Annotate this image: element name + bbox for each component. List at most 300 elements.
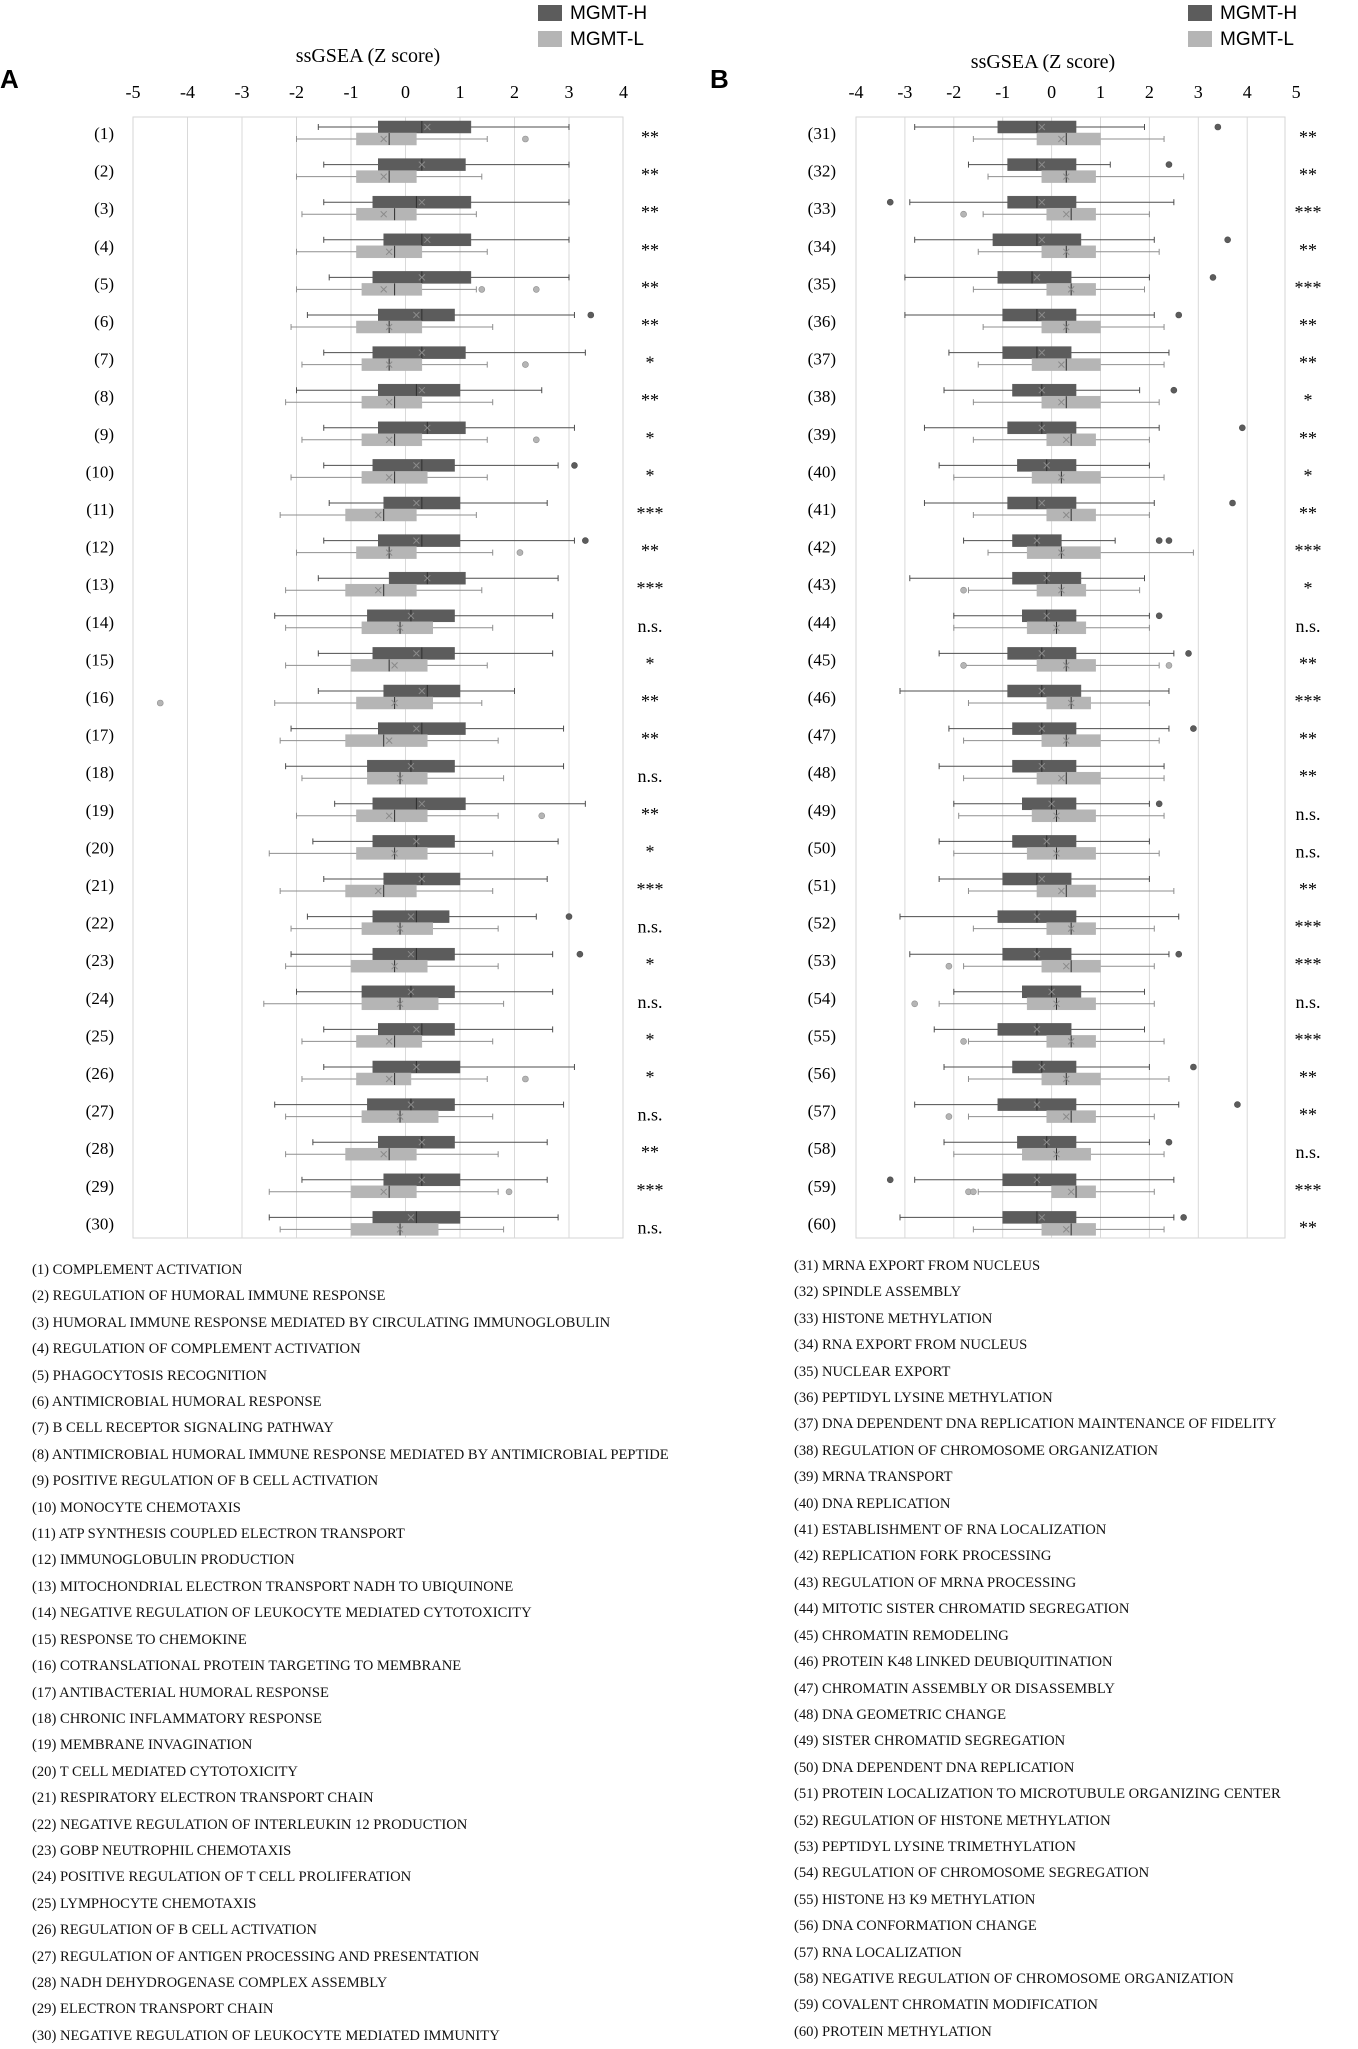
definition-item: (22) NEGATIVE REGULATION OF INTERLEUKIN 12 PRODUCTION (32, 1816, 468, 1833)
significance-marker: * (1303, 465, 1313, 486)
definition-item: (32) SPINDLE ASSEMBLY (794, 1284, 962, 1301)
definition-item: (60) PROTEIN METHYLATION (794, 2023, 992, 2040)
definition-item: (20) T CELL MEDIATED CYTOTOXICITY (32, 1763, 298, 1780)
definition-item: (41) ESTABLISHMENT OF RNA LOCALIZATION (794, 1522, 1107, 1539)
x-tick-label: -4 (848, 82, 864, 102)
box-h-group (910, 948, 1182, 960)
box-iqr (356, 171, 416, 183)
box-h-group (954, 610, 1162, 622)
box-iqr (356, 547, 416, 559)
box-l-group (286, 960, 499, 972)
box-iqr (1012, 760, 1076, 772)
box-h-group (964, 535, 1172, 547)
box-l-group (269, 847, 492, 859)
box-h-group (924, 497, 1235, 509)
outlier-point (522, 1076, 528, 1082)
significance-marker: *** (636, 578, 664, 599)
x-tick-label: -1 (995, 82, 1011, 102)
significance-marker: ** (1299, 352, 1317, 373)
box-iqr (1042, 1223, 1096, 1235)
box-l-group (968, 885, 1173, 897)
row-label: (46) (807, 688, 836, 707)
box-iqr (378, 535, 460, 547)
significance-marker: ** (641, 691, 659, 711)
box-iqr (1042, 396, 1101, 408)
outlier-point (887, 199, 893, 205)
box-h-group (318, 121, 569, 133)
box-h-group (318, 647, 552, 659)
definition-item: (28) NADH DEHYDROGENASE COMPLEX ASSEMBLY (32, 1974, 388, 1991)
definition-item: (55) HISTONE H3 K9 METHYLATION (794, 1891, 1036, 1908)
row-label: (30) (85, 1214, 114, 1234)
box-l-group (954, 622, 1150, 634)
row-label: (19) (85, 800, 114, 820)
x-tick-label: 3 (1193, 82, 1203, 102)
significance-marker: n.s. (637, 766, 663, 787)
box-iqr (362, 283, 422, 295)
row-label: (3) (94, 199, 114, 219)
box-h-group (324, 535, 589, 547)
definition-item: (52) REGULATION OF HISTONE METHYLATION (794, 1812, 1111, 1829)
box-iqr (1003, 1211, 1076, 1223)
outlier-point (1181, 1214, 1187, 1220)
significance-marker: *** (1294, 916, 1322, 937)
box-iqr (378, 121, 471, 133)
x-tick-label: 1 (455, 82, 465, 102)
box-h-group (324, 159, 569, 171)
row-label: (27) (85, 1101, 114, 1121)
box-l-group (264, 998, 504, 1010)
box-iqr (1012, 1061, 1076, 1073)
box-l-group (286, 584, 482, 596)
definition-item: (1) COMPLEMENT ACTIVATION (32, 1262, 243, 1278)
box-l-group (297, 133, 529, 145)
definition-item: (50) DNA DEPENDENT DNA REPLICATION (794, 1759, 1075, 1776)
box-h-group (949, 723, 1197, 735)
significance-marker: ** (1299, 1067, 1317, 1087)
significance-marker: ** (641, 202, 659, 223)
definition-item: (36) PEPTIDYL LYSINE METHYLATION (794, 1390, 1053, 1407)
box-iqr (362, 396, 422, 408)
outlier-point (1239, 425, 1245, 431)
outlier-point (1215, 124, 1221, 130)
box-l-group (959, 810, 1164, 822)
box-l-group (297, 171, 482, 183)
outlier-point (533, 437, 539, 443)
box-l-group (286, 396, 493, 408)
box-iqr (1042, 1073, 1101, 1085)
definition-item: (53) PEPTIDYL LYSINE TRIMETHYLATION (794, 1838, 1076, 1855)
definition-item: (21) RESPIRATORY ELECTRON TRANSPORT CHAIN (32, 1790, 374, 1807)
definition-item: (45) CHROMATIN REMODELING (794, 1627, 1009, 1644)
box-iqr (378, 384, 460, 396)
box-h-group (302, 1174, 547, 1186)
box-iqr (373, 835, 455, 847)
significance-marker: n.s. (637, 1217, 663, 1238)
significance-marker: *** (1294, 691, 1322, 711)
row-label: (25) (85, 1026, 114, 1046)
row-label: (52) (807, 913, 836, 933)
significance-marker: ** (641, 127, 659, 147)
definition-item: (39) MRNA TRANSPORT (794, 1469, 953, 1486)
box-iqr (356, 810, 427, 822)
definition-item: (17) ANTIBACTERIAL HUMORAL RESPONSE (32, 1684, 329, 1701)
box-l-group (965, 1186, 1154, 1198)
significance-marker: *** (1294, 1179, 1322, 1200)
definition-item: (5) PHAGOCYTOSIS RECOGNITION (32, 1367, 267, 1384)
significance-marker: ** (1299, 164, 1317, 185)
box-l-group (286, 1111, 493, 1123)
definition-item: (57) RNA LOCALIZATION (794, 1944, 962, 1961)
x-tick-label: 4 (1242, 82, 1252, 102)
box-h-group (329, 271, 569, 283)
row-label: (53) (807, 951, 836, 971)
box-h-group (915, 121, 1221, 133)
definition-item: (24) POSITIVE REGULATION OF T CELL PROLIFERATION (32, 1869, 412, 1886)
significance-marker: * (1303, 578, 1313, 599)
box-h-group (900, 685, 1169, 697)
box-h-group (887, 1174, 1174, 1186)
box-iqr (367, 772, 427, 784)
significance-marker: *** (636, 879, 664, 899)
outlier-point (533, 286, 539, 292)
significance-marker: ** (641, 390, 659, 411)
row-label: (14) (85, 612, 114, 632)
significance-marker: *** (1294, 202, 1322, 223)
definition-item: (14) NEGATIVE REGULATION OF LEUKOCYTE MEDIATED CYTOTOXICITY (32, 1605, 532, 1622)
legend-label-mgmt-h: MGMT-H (1220, 3, 1298, 24)
row-label: (55) (807, 1026, 836, 1046)
box-l-group (946, 1111, 1154, 1123)
box-iqr (346, 885, 417, 897)
outlier-point (571, 462, 577, 468)
significance-marker: *** (1294, 1029, 1322, 1050)
row-label: (18) (85, 763, 114, 783)
definition-item: (56) DNA CONFORMATION CHANGE (794, 1918, 1037, 1935)
outlier-point (1176, 951, 1182, 957)
box-h-group (313, 835, 558, 847)
row-label: (26) (85, 1064, 114, 1083)
significance-marker: ** (1299, 127, 1317, 147)
box-h-group (307, 911, 572, 923)
x-tick-label: 1 (1096, 82, 1105, 102)
row-label: (22) (85, 913, 114, 933)
box-l-group (961, 1035, 1164, 1047)
significance-marker: ** (641, 164, 659, 185)
significance-marker: ** (641, 540, 659, 561)
box-h-group (324, 422, 575, 434)
box-iqr (346, 509, 417, 521)
significance-marker: *** (636, 503, 664, 523)
box-h-group (324, 196, 569, 208)
significance-marker: n.s. (1295, 1142, 1321, 1163)
box-h-group (939, 647, 1191, 659)
definition-item: (40) DNA REPLICATION (794, 1495, 951, 1512)
box-h-group (944, 384, 1177, 396)
x-tick-label: 2 (510, 82, 519, 102)
outlier-point (157, 700, 163, 706)
box-h-group (944, 1061, 1196, 1073)
box-iqr (1037, 133, 1101, 145)
box-l-group (280, 509, 476, 521)
row-label: (11) (86, 500, 114, 519)
definition-item: (31) MRNA EXPORT FROM NUCLEUS (794, 1258, 1041, 1274)
box-iqr (1032, 471, 1100, 483)
box-iqr (346, 735, 428, 747)
row-label: (31) (807, 124, 836, 143)
box-iqr (1037, 772, 1101, 784)
significance-marker: *** (636, 1179, 664, 1200)
significance-marker: n.s. (637, 916, 663, 937)
box-h-group (939, 835, 1149, 847)
box-h-group (313, 1136, 547, 1148)
legend-label-mgmt-l: MGMT-L (570, 29, 644, 50)
definition-item: (30) NEGATIVE REGULATION OF LEUKOCYTE MEDIATED IMMUNITY (32, 2027, 500, 2044)
box-l-group (302, 208, 476, 220)
box-h-group (275, 1099, 564, 1111)
box-iqr (346, 1148, 417, 1160)
outlier-point (577, 951, 583, 957)
significance-marker: * (645, 1029, 655, 1050)
outlier-point (1186, 650, 1192, 656)
significance-marker: ** (1299, 879, 1317, 899)
row-label: (34) (807, 236, 836, 256)
significance-marker: ** (641, 1142, 659, 1163)
box-iqr (1042, 735, 1101, 747)
definition-item: (54) REGULATION OF CHROMOSOME SEGREGATION (794, 1865, 1150, 1882)
row-label: (29) (85, 1176, 114, 1196)
row-label: (56) (807, 1064, 836, 1083)
box-l-group (954, 471, 1164, 483)
outlier-point (1234, 1102, 1240, 1108)
box-iqr (1003, 1174, 1076, 1186)
row-label: (5) (94, 274, 114, 294)
box-iqr (1012, 723, 1076, 735)
box-l-group (297, 547, 523, 559)
box-iqr (351, 960, 427, 972)
box-iqr (373, 948, 455, 960)
x-tick-label: -3 (234, 82, 250, 102)
outlier-point (522, 136, 528, 142)
significance-marker: ** (641, 728, 659, 749)
outlier-point (1156, 538, 1162, 544)
box-h-group (324, 1023, 553, 1035)
legend-swatch-mgmt-l (538, 31, 562, 47)
outlier-point (1156, 613, 1162, 619)
row-label: (1) (94, 124, 114, 143)
row-label: (39) (807, 424, 836, 444)
box-iqr (1012, 835, 1076, 847)
outlier-point (961, 1038, 967, 1044)
definition-item: (49) SISTER CHROMATID SEGREGATION (794, 1733, 1066, 1750)
row-label: (32) (807, 161, 836, 181)
box-h-group (275, 610, 553, 622)
box-l-group (291, 471, 487, 483)
box-l-group (973, 1223, 1164, 1235)
row-label: (41) (807, 500, 836, 519)
x-tick-label: -3 (897, 82, 913, 102)
row-label: (60) (807, 1214, 836, 1234)
row-label: (8) (94, 387, 114, 407)
box-l-group (280, 735, 498, 747)
row-label: (4) (94, 236, 114, 256)
outlier-point (1171, 387, 1177, 393)
box-iqr (373, 647, 455, 659)
significance-marker: ** (1299, 1104, 1317, 1125)
row-label: (15) (85, 650, 114, 670)
row-label: (42) (807, 537, 836, 557)
box-l-group (978, 359, 1164, 371)
box-l-group (291, 321, 493, 333)
row-label: (59) (807, 1176, 836, 1196)
row-label: (9) (94, 424, 114, 444)
significance-marker: * (645, 465, 655, 486)
box-l-group (988, 547, 1193, 559)
outlier-point (1230, 500, 1236, 506)
box-iqr (1012, 384, 1076, 396)
box-iqr (356, 847, 427, 859)
row-label: (10) (85, 462, 114, 482)
significance-marker: *** (1294, 954, 1322, 975)
box-l-group (302, 434, 539, 446)
significance-marker: * (645, 427, 655, 448)
outlier-point (479, 286, 485, 292)
box-l-group (157, 697, 482, 709)
significance-marker: * (645, 841, 655, 862)
row-label: (36) (807, 312, 836, 331)
box-l-group (269, 1186, 512, 1198)
significance-marker: * (645, 1067, 655, 1087)
definition-item: (23) GOBP NEUTROPHIL CHEMOTAXIS (32, 1842, 292, 1859)
box-l-group (973, 396, 1159, 408)
panel-a-definitions (32, 1257, 669, 2049)
definition-item: (2) REGULATION OF HUMORAL IMMUNE RESPONSE (32, 1288, 386, 1305)
outlier-point (539, 813, 545, 819)
box-iqr (1008, 685, 1081, 697)
box-iqr (378, 1136, 454, 1148)
significance-marker: ** (1299, 766, 1317, 787)
box-l-group (973, 923, 1154, 935)
definition-item: (16) COTRANSLATIONAL PROTEIN TARGETING TO MEMBRANE (32, 1658, 462, 1675)
box-l-group (297, 246, 488, 258)
box-iqr (1032, 810, 1096, 822)
significance-marker: *** (1294, 540, 1322, 561)
row-label: (33) (807, 199, 836, 219)
box-iqr (1042, 171, 1096, 183)
box-h-group (291, 723, 564, 735)
significance-marker: n.s. (637, 991, 663, 1012)
outlier-point (1190, 726, 1196, 732)
box-h-group (318, 685, 514, 697)
outlier-point (912, 1001, 918, 1007)
significance-marker: ** (1299, 1217, 1317, 1238)
outlier-point (1166, 662, 1172, 668)
definition-item: (8) ANTIMICROBIAL HUMORAL IMMUNE RESPONSE MEDIATED BY ANTIMICROBIAL PEPTIDE (32, 1446, 669, 1463)
row-label: (51) (807, 876, 836, 895)
row-label: (40) (807, 462, 836, 482)
box-h-group (954, 986, 1145, 998)
panel-b-definitions (794, 1253, 1281, 2045)
definition-item: (47) CHROMATIN ASSEMBLY OR DISASSEMBLY (794, 1680, 1115, 1697)
box-iqr (362, 434, 422, 446)
row-label: (54) (807, 988, 836, 1008)
x-tick-label: -5 (125, 82, 141, 102)
box-h-group (905, 309, 1182, 321)
box-h-group (324, 459, 578, 471)
box-h-group (887, 196, 1174, 208)
box-iqr (998, 1023, 1071, 1035)
box-iqr (346, 584, 417, 596)
x-tick-label: -1 (343, 82, 359, 102)
significance-marker: n.s. (637, 615, 663, 636)
outlier-point (970, 1189, 976, 1195)
box-h-group (934, 1023, 1144, 1035)
box-l-group (964, 772, 1164, 784)
box-h-group (335, 798, 586, 810)
box-h-group (324, 1061, 575, 1073)
significance-marker: ** (641, 277, 659, 298)
box-l-group (961, 659, 1172, 671)
definition-item: (25) LYMPHOCYTE CHEMOTAXIS (32, 1895, 257, 1912)
box-l-group (297, 810, 545, 822)
significance-marker: n.s. (637, 1104, 663, 1125)
row-label: (38) (807, 387, 836, 407)
x-axis-title: ssGSEA (Z score) (295, 45, 441, 67)
box-h-group (915, 1099, 1241, 1111)
x-tick-label: 4 (619, 82, 628, 102)
significance-marker: ** (1299, 503, 1317, 523)
outlier-point (522, 362, 528, 368)
row-label: (58) (807, 1139, 836, 1159)
definition-item: (7) B CELL RECEPTOR SIGNALING PATHWAY (32, 1420, 334, 1437)
outlier-point (1156, 801, 1162, 807)
definition-item: (9) POSITIVE REGULATION OF B CELL ACTIVATION (32, 1473, 379, 1490)
significance-marker: ** (641, 315, 659, 335)
box-iqr (356, 133, 416, 145)
legend-swatch-mgmt-h (1188, 5, 1212, 21)
significance-marker: n.s. (1295, 615, 1321, 636)
outlier-point (1166, 538, 1172, 544)
significance-marker: *** (1294, 277, 1322, 298)
box-iqr (378, 422, 465, 434)
box-l-group (988, 171, 1184, 183)
box-l-group (973, 509, 1149, 521)
row-label: (28) (85, 1139, 114, 1159)
box-iqr (998, 271, 1071, 283)
box-iqr (351, 1223, 438, 1235)
panel-label: A (0, 64, 19, 94)
box-h-group (915, 234, 1231, 246)
box-iqr (356, 1073, 411, 1085)
significance-marker: ** (1299, 653, 1317, 674)
box-iqr (362, 986, 455, 998)
outlier-point (1166, 162, 1172, 168)
definition-item: (59) COVALENT CHROMATIN MODIFICATION (794, 1997, 1098, 2014)
box-iqr (373, 459, 455, 471)
box-iqr (1047, 697, 1091, 709)
box-iqr (1052, 1186, 1096, 1198)
box-l-group (280, 1223, 503, 1235)
outlier-point (566, 914, 572, 920)
outlier-point (1190, 1064, 1196, 1070)
row-label: (2) (94, 161, 114, 181)
box-h-group (939, 873, 1149, 885)
legend-swatch-mgmt-h (538, 5, 562, 21)
x-tick-label: 2 (1144, 82, 1154, 102)
box-h-group (900, 1211, 1187, 1223)
box-h-group (905, 271, 1216, 283)
definition-item: (43) REGULATION OF MRNA PROCESSING (794, 1574, 1077, 1591)
